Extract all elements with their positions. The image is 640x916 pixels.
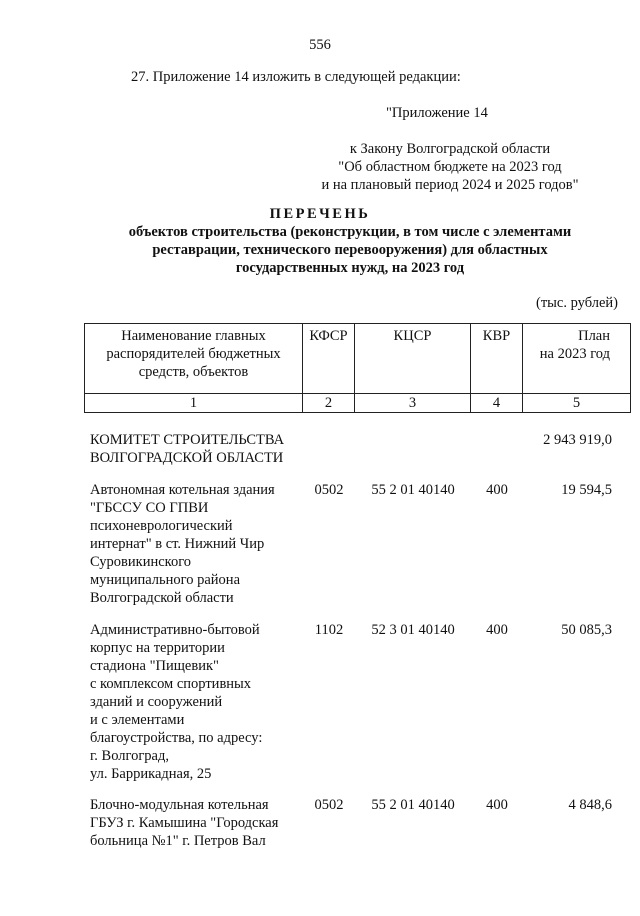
column-number: 2: [303, 394, 355, 413]
object-name-line: с комплексом спортивных: [90, 676, 252, 692]
kvr-value: 400: [486, 482, 508, 498]
header-plan-line: План: [578, 328, 610, 344]
column-number: 1: [85, 394, 303, 413]
kvr-value: 400: [486, 622, 508, 638]
object-name-line: Автономная котельная здания: [90, 482, 275, 498]
page-number: 556: [309, 37, 331, 53]
object-name-line: благоустройства, по адресу:: [90, 730, 263, 746]
header-plan-line: на 2023 год: [539, 346, 610, 362]
object-name-line: Суровикинского: [90, 554, 192, 570]
object-name-line: Волгоградской области: [90, 590, 234, 606]
header-plan: [523, 324, 631, 394]
plan-value: 2 943 919,0: [543, 432, 612, 448]
object-name-line: ГБУЗ г. Камышина "Городская: [90, 815, 279, 831]
object-name-line: ул. Баррикадная, 25: [90, 766, 212, 782]
object-name-line: Блочно-модульная котельная: [90, 797, 269, 813]
law-reference-line: "Об областном бюджете на 2023 год: [338, 159, 562, 175]
objects-table-header: [84, 323, 631, 413]
object-name-line: зданий и сооружений: [90, 694, 223, 710]
kvr-value: 400: [486, 797, 508, 813]
object-name-line: муниципального района: [90, 572, 240, 588]
kfsr-value: 0502: [314, 797, 344, 813]
kfsr-value: 0502: [314, 482, 344, 498]
kcsr-value: 55 2 01 40140: [371, 797, 455, 813]
object-name-line: корпус на территории: [90, 640, 225, 656]
header-name-line: средств, объектов: [138, 364, 249, 380]
object-name: [90, 481, 300, 607]
object-name-line: интернат" в ст. Нижний Чир: [90, 536, 265, 552]
object-name: [90, 621, 300, 783]
object-name-line: и с элементами: [90, 712, 185, 728]
object-name-line: "ГБССУ СО ГПВИ: [90, 500, 209, 516]
plan-value: 50 085,3: [561, 622, 612, 638]
units-note: (тыс. рублей): [536, 295, 618, 311]
object-name-line: Административно-бытовой: [90, 622, 260, 638]
header-name: [85, 324, 303, 394]
header-name-line: Наименование главных: [121, 328, 266, 344]
object-name-line: КОМИТЕТ СТРОИТЕЛЬСТВА: [90, 432, 285, 448]
law-reference-line: к Закону Волгоградской области: [349, 141, 551, 157]
list-subtitle: [60, 223, 640, 277]
appendix-reference: "Приложение 14: [386, 105, 488, 121]
object-name-line: больница №1" г. Петров Вал: [90, 833, 266, 849]
list-subtitle-line: реставрации, технического перевооружения) для областных: [152, 242, 548, 258]
column-number: 4: [471, 394, 523, 413]
header-row: [85, 324, 631, 394]
object-name-line: г. Волгоград,: [90, 748, 169, 764]
list-title: ПЕРЕЧЕНЬ: [269, 206, 371, 222]
header-kvr: КВР: [471, 324, 523, 394]
kcsr-value: 52 3 01 40140: [371, 622, 455, 638]
object-name-line: ВОЛГОГРАДСКОЙ ОБЛАСТИ: [90, 450, 284, 466]
plan-value: 19 594,5: [561, 482, 612, 498]
list-subtitle-line: объектов строительства (реконструкции, в том числе с элементами: [128, 224, 572, 240]
object-name: [90, 796, 300, 850]
amendment-intro: 27. Приложение 14 изложить в следующей редакции:: [131, 69, 461, 85]
law-reference-line: и на плановый период 2024 и 2025 годов": [321, 177, 579, 193]
kcsr-value: 55 2 01 40140: [371, 482, 455, 498]
header-kfsr: КФСР: [303, 324, 355, 394]
column-number: 3: [355, 394, 471, 413]
list-subtitle-line: государственных нужд, на 2023 год: [235, 260, 465, 276]
column-number-row: [85, 394, 631, 413]
plan-value: 4 848,6: [568, 797, 612, 813]
object-name-line: стадиона "Пищевик": [90, 658, 219, 674]
object-name: [90, 431, 300, 467]
column-number: 5: [523, 394, 631, 413]
header-name-line: распорядителей бюджетных: [106, 346, 281, 362]
object-name-line: психоневрологический: [90, 518, 233, 534]
kfsr-value: 1102: [314, 622, 344, 638]
law-reference: [300, 140, 600, 194]
header-kcsr: КЦСР: [355, 324, 471, 394]
